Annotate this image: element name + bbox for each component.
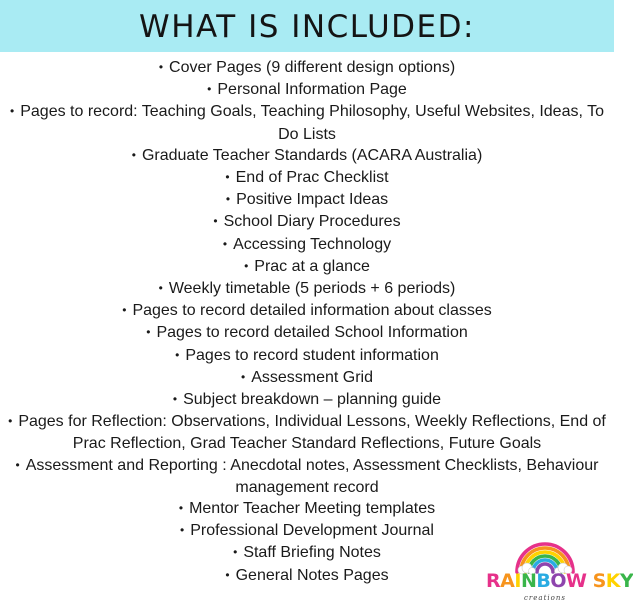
list-item-text: Prac at a glance (254, 257, 370, 275)
list-item-text: End of Prac Checklist (235, 169, 389, 187)
list-item-text: Pages to record student information (185, 346, 439, 364)
list-item (0, 300, 614, 322)
list-item (0, 367, 614, 389)
bullet-icon: • (180, 523, 185, 538)
list-item (0, 322, 614, 344)
list-item-text: General Notes Pages (235, 566, 389, 584)
list-item-text: Professional Development Journal (190, 522, 434, 540)
list-item-text: Assessment Grid (251, 368, 373, 386)
list-item-text: Pages to record: Teaching Goals, Teaching Philosophy, Useful Websites, Ideas, To Do Lists (20, 103, 604, 143)
bullet-icon: • (233, 545, 238, 560)
list-item-text: Pages for Reflection: Observations, Individual Lessons, Weekly Reflections, End of Prac Reflection, Grad Teacher Standard Reflections, Future Goals (18, 413, 606, 453)
bullet-icon: • (131, 147, 136, 162)
bullet-icon: • (240, 369, 246, 384)
bullet-icon: • (225, 567, 230, 582)
bullet-icon: • (146, 325, 151, 340)
list-item (0, 211, 614, 233)
list-item-text: Subject breakdown – planning guide (183, 391, 442, 409)
list-item (0, 189, 614, 211)
bullet-icon: • (225, 170, 230, 185)
bullet-icon: • (158, 60, 164, 74)
included-items-list (0, 57, 614, 587)
bullet-icon: • (207, 82, 212, 97)
list-item (0, 101, 614, 144)
rainbow-sky-logo (486, 530, 633, 612)
list-item (0, 345, 614, 367)
rainbow-icon (486, 530, 604, 574)
list-item-text: Accessing Technology (233, 235, 392, 253)
list-item (0, 234, 614, 256)
list-item (0, 79, 614, 101)
bullet-icon: • (222, 236, 228, 251)
bullet-icon: • (175, 347, 180, 362)
list-item-text: Pages to record detailed information about classes (132, 302, 492, 320)
list-item (0, 256, 614, 278)
list-item-text: Personal Information Page (217, 81, 407, 99)
list-item (0, 167, 614, 189)
logo-subtitle: creations (524, 594, 566, 602)
bullet-icon: • (8, 414, 13, 429)
list-item-text: Positive Impact Ideas (236, 191, 389, 209)
list-item-text: Pages to record detailed School Information (156, 324, 468, 342)
bullet-icon: • (244, 258, 249, 273)
bullet-icon: • (178, 501, 184, 516)
list-item (0, 411, 614, 454)
list-item (0, 498, 614, 520)
list-item-text: Graduate Teacher Standards (ACARA Australia) (141, 146, 483, 164)
logo-wordmark: RAINBOW SKY (486, 570, 633, 592)
list-item (0, 57, 614, 79)
bullet-icon: • (158, 281, 163, 296)
list-item-text: School Diary Procedures (223, 213, 401, 231)
bullet-icon: • (172, 392, 178, 407)
list-item (0, 455, 614, 498)
list-item-text: Weekly timetable (5 periods + 6 periods) (168, 280, 456, 298)
list-item-text: Mentor Teacher Meeting templates (189, 500, 436, 518)
bullet-icon: • (122, 303, 127, 318)
bullet-icon: • (10, 104, 15, 119)
bullet-icon: • (225, 192, 231, 207)
bullet-icon: • (213, 214, 218, 229)
list-item-text: Staff Briefing Notes (243, 544, 381, 562)
list-item (0, 278, 614, 300)
list-item (0, 389, 614, 411)
list-item (0, 145, 614, 167)
title-banner (0, 0, 614, 52)
bullet-icon: • (15, 457, 20, 472)
list-item-text: Cover Pages (9 different design options) (169, 59, 456, 76)
list-item-text: Assessment and Reporting : Anecdotal notes, Assessment Checklists, Behaviour management record (25, 456, 599, 496)
page-title: WHAT IS INCLUDED: (139, 9, 475, 45)
